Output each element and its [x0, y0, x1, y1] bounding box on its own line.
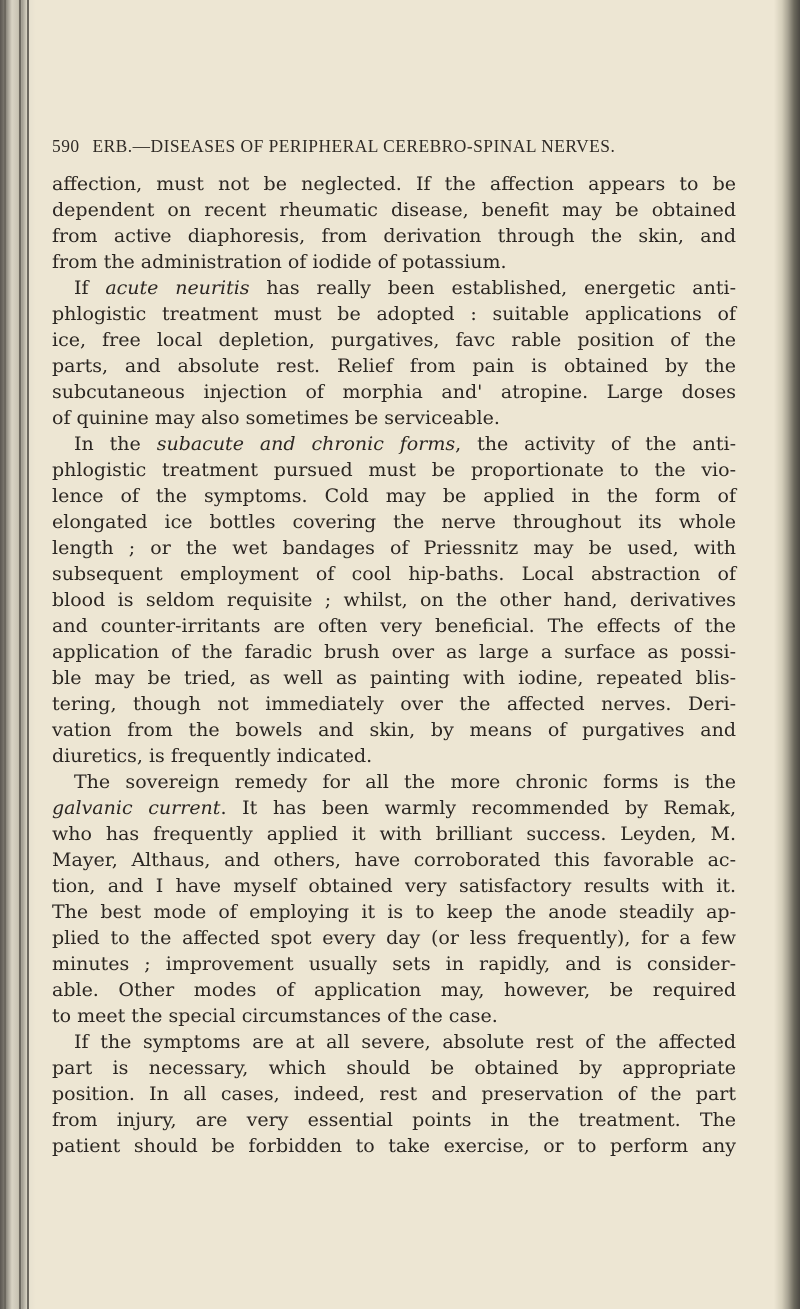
text-run: part is necessary, which should be obtained by appropriate: [52, 1057, 736, 1079]
text-line: [52, 1055, 736, 1081]
paragraph: [52, 431, 736, 769]
text-run: The best mode of employing it is to keep the anode steadily ap-: [52, 901, 736, 923]
text-line: [52, 457, 736, 483]
text-run: Mayer, Althaus, and others, have corroborated this favorable ac-: [52, 849, 736, 871]
text-line: [52, 223, 736, 249]
text-line: [52, 1107, 736, 1133]
text-line: [52, 1081, 736, 1107]
paragraph: [52, 769, 736, 1029]
text-run: . It has been warmly recommended by Remak,: [220, 797, 736, 819]
text-line: [52, 925, 736, 951]
text-line: [52, 535, 736, 561]
text-line: [52, 847, 736, 873]
text-line: [52, 691, 736, 717]
text-run: In the: [74, 433, 157, 455]
text-run: parts, and absolute rest. Relief from pain is obtained by the: [52, 355, 736, 377]
text-run: to meet the special circumstances of the case.: [52, 1005, 498, 1027]
text-run: dependent on recent rheumatic disease, benefit may be obtained: [52, 199, 736, 221]
text-line: [52, 353, 736, 379]
text-line: [52, 275, 736, 301]
text-run: If the symptoms are at all severe, absolute rest of the affected: [74, 1031, 736, 1053]
text-run: plied to the affected spot every day (or less frequently), for a few: [52, 927, 736, 949]
text-line: [52, 483, 736, 509]
text-line: [52, 1003, 736, 1029]
text-run: from injury, are very essential points in the treatment. The: [52, 1109, 736, 1131]
paragraph: [52, 1029, 736, 1159]
binding-line: [27, 0, 29, 1309]
text-run: phlogistic treatment must be adopted : suitable applications of: [52, 303, 736, 325]
text-line: [52, 743, 736, 769]
text-run: , the activity of the anti-: [455, 433, 737, 455]
text-line: [52, 951, 736, 977]
text-run: who has frequently applied it with brilliant success. Leyden, M.: [52, 823, 736, 845]
running-title: ERB.—DISEASES OF PERIPHERAL CEREBRO-SPINAL NERVES.: [92, 136, 616, 156]
text-run: elongated ice bottles covering the nerve throughout its whole: [52, 511, 736, 533]
text-run: application of the faradic brush over as large a surface as possi-: [52, 641, 736, 663]
binding-line: [4, 0, 6, 1309]
text-run: has really been established, energetic anti-: [249, 277, 736, 299]
text-line: [52, 665, 736, 691]
text-run: tion, and I have myself obtained very satisfactory results with it.: [52, 875, 736, 897]
page-number: 590: [52, 136, 80, 156]
text-run: patient should be forbidden to take exercise, or to perform any: [52, 1135, 736, 1157]
text-line: [52, 639, 736, 665]
text-line: [52, 379, 736, 405]
text-run: vation from the bowels and skin, by means of purgatives and: [52, 719, 736, 741]
text-line: [52, 171, 736, 197]
text-run: blood is seldom requisite ; whilst, on the other hand, derivatives: [52, 589, 736, 611]
text-line: [52, 1133, 736, 1159]
text-line: [52, 197, 736, 223]
text-line: [52, 509, 736, 535]
paragraph: [52, 171, 736, 275]
text-line: [52, 1029, 736, 1055]
text-line: [52, 821, 736, 847]
text-run: ble may be tried, as well as painting with iodine, repeated blis-: [52, 667, 736, 689]
text-run: subcutaneous injection of morphia and' atropine. Large doses: [52, 381, 736, 403]
body-text: [52, 171, 736, 1159]
text-run: from the administration of iodide of potassium.: [52, 251, 507, 273]
text-run: The sovereign remedy for all the more chronic forms is the: [74, 771, 736, 793]
text-line: [52, 587, 736, 613]
text-run: of quinine may also sometimes be serviceable.: [52, 407, 500, 429]
text-line: [52, 327, 736, 353]
text-run: tering, though not immediately over the affected nerves. Deri-: [52, 693, 736, 715]
running-head: [52, 136, 742, 157]
text-run: ice, free local depletion, purgatives, favc rable position of the: [52, 329, 736, 351]
text-line: [52, 249, 736, 275]
text-run: lence of the symptoms. Cold may be applied in the form of: [52, 485, 736, 507]
text-run: diuretics, is frequently indicated.: [52, 745, 373, 767]
text-line: [52, 613, 736, 639]
book-binding-edge: [0, 0, 36, 1309]
text-line: [52, 769, 736, 795]
text-line: [52, 301, 736, 327]
italic-term: subacute and chronic forms: [156, 433, 456, 455]
text-run: and counter-irritants are often very beneficial. The effects of the: [52, 615, 736, 637]
text-run: affection, must not be neglected. If the affection appears to be: [52, 173, 736, 195]
paragraph: [52, 275, 736, 431]
italic-term: acute neuritis: [105, 277, 250, 299]
page-fore-edge-shadow: [774, 0, 800, 1309]
binding-line: [19, 0, 21, 1309]
italic-term: galvanic current: [52, 797, 221, 819]
text-line: [52, 795, 736, 821]
text-run: able. Other modes of application may, however, be required: [52, 979, 736, 1001]
text-line: [52, 899, 736, 925]
text-run: subsequent employment of cool hip-baths. Local abstraction of: [52, 563, 736, 585]
text-run: minutes ; improvement usually sets in rapidly, and is consider-: [52, 953, 736, 975]
text-run: from active diaphoresis, from derivation through the skin, and: [52, 225, 736, 247]
text-line: [52, 977, 736, 1003]
text-run: position. In all cases, indeed, rest and preservation of the part: [52, 1083, 736, 1105]
text-run: length ; or the wet bandages of Priessnitz may be used, with: [52, 537, 736, 559]
text-line: [52, 717, 736, 743]
text-line: [52, 431, 736, 457]
text-line: [52, 873, 736, 899]
text-line: [52, 561, 736, 587]
text-line: [52, 405, 736, 431]
text-run: If: [74, 277, 106, 299]
text-run: phlogistic treatment pursued must be proportionate to the vio-: [52, 459, 736, 481]
